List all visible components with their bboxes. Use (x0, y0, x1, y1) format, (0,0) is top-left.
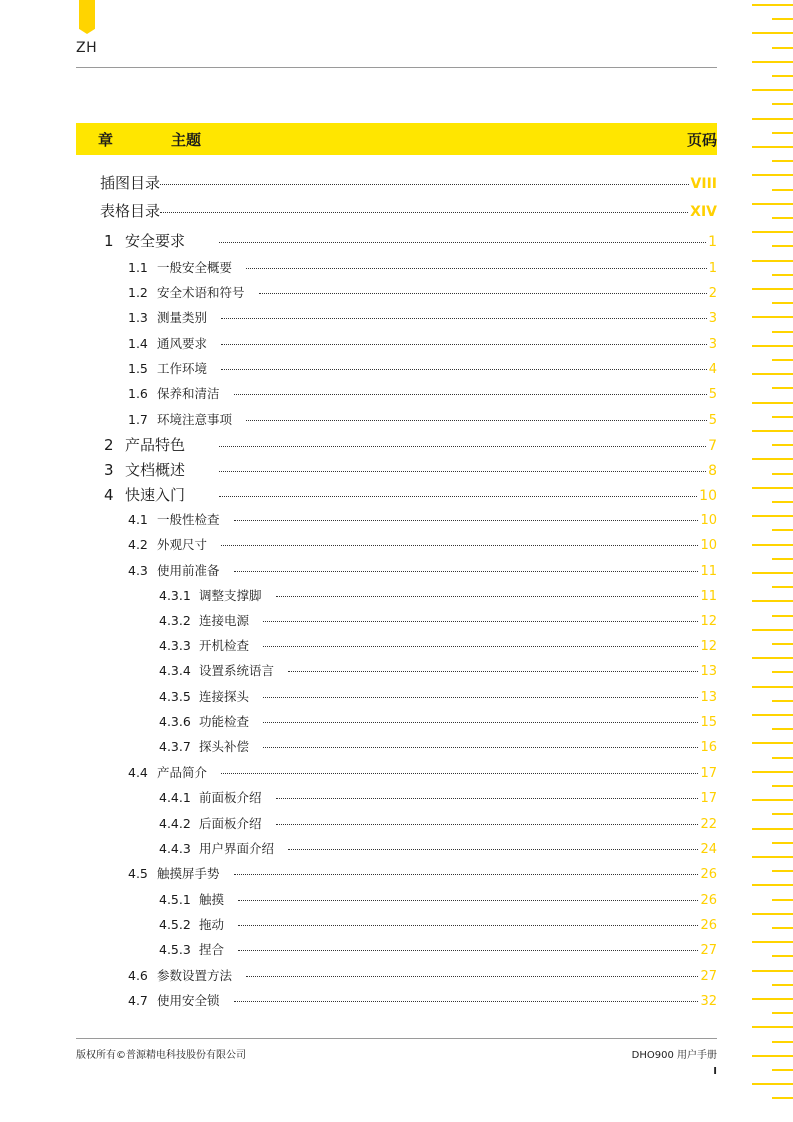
dot-leader (234, 874, 699, 875)
stripe-line (772, 615, 793, 617)
stripe-line (752, 61, 793, 63)
stripe-line (772, 387, 793, 389)
footer-divider (76, 1038, 717, 1039)
toc-header-page: 页码 (686, 131, 717, 149)
stripe-line (752, 288, 793, 290)
stripe-line (752, 600, 793, 602)
toc-entry[interactable] (128, 966, 717, 984)
toc-entry[interactable] (128, 410, 717, 428)
toc-entry[interactable] (128, 763, 717, 781)
stripe-line (752, 260, 793, 262)
stripe-line (752, 515, 793, 517)
stripe-line (772, 103, 793, 105)
toc-entry-page: 1 (708, 261, 717, 276)
toc-entry-page: 27 (700, 943, 717, 958)
toc-entry-number: 3 (104, 461, 114, 479)
toc-entry-page: 5 (708, 387, 717, 402)
stripe-line (752, 544, 793, 546)
stripe-line (752, 4, 793, 6)
toc-entry[interactable] (128, 258, 717, 276)
toc-entry-title: 触摸 (199, 892, 225, 907)
dot-leader (219, 471, 706, 472)
toc-entry-number: 4.1 (128, 512, 148, 527)
toc-entry-title: 外观尺寸 (157, 537, 208, 552)
toc-entry-page: 1 (708, 234, 717, 250)
toc-entry-number: 1.5 (128, 361, 148, 376)
toc-entry-number: 1.4 (128, 336, 148, 351)
toc-entry-number: 4.5.2 (159, 917, 191, 932)
toc-entry[interactable] (128, 308, 717, 326)
dot-leader (246, 268, 707, 269)
toc-entry[interactable] (159, 611, 717, 629)
stripe-line (772, 643, 793, 645)
stripe-line (772, 671, 793, 673)
stripe-line (772, 274, 793, 276)
toc-entry-page: 4 (708, 362, 717, 377)
toc-entry-number: 4.3.4 (159, 663, 191, 678)
toc-entry-title: 文档概述 (125, 461, 186, 479)
toc-entry-number: 1.1 (128, 260, 148, 275)
dot-leader (238, 950, 698, 951)
toc-entry[interactable] (104, 230, 717, 251)
toc-header-topic: 主题 (171, 131, 202, 149)
stripe-line (752, 742, 793, 744)
toc-entry-page: 11 (700, 589, 717, 604)
toc-entry-number: 2 (104, 436, 114, 454)
stripe-line (752, 487, 793, 489)
toc-header-chapter: 章 (98, 131, 114, 149)
toc-entry-title: 产品简介 (157, 765, 208, 780)
toc-entry[interactable] (128, 991, 717, 1009)
toc-entry-title: 设置系统语言 (199, 663, 275, 678)
stripe-line (752, 118, 793, 120)
stripe-line (752, 686, 793, 688)
toc-entry-number: 4.5.3 (159, 942, 191, 957)
dot-leader (263, 646, 698, 647)
decorative-stripes (752, 0, 793, 1122)
toc-entry-title: 安全要求 (125, 232, 186, 250)
toc-entry-number: 4.4.3 (159, 841, 191, 856)
toc-entry-page: 17 (700, 766, 717, 781)
toc-entry-page: 16 (700, 740, 717, 755)
stripe-line (752, 572, 793, 574)
toc-entry[interactable] (128, 510, 717, 528)
toc-entry[interactable] (159, 737, 717, 755)
toc-entry-number: 4.3.6 (159, 714, 191, 729)
toc-entry[interactable] (128, 384, 717, 402)
toc-entry[interactable] (104, 434, 717, 455)
stripe-line (772, 842, 793, 844)
toc-entry-title: 调整支撑脚 (199, 588, 262, 603)
stripe-line (772, 189, 793, 191)
toc-entry-title: 使用前准备 (157, 563, 220, 578)
stripe-line (772, 331, 793, 333)
dot-leader (238, 925, 698, 926)
dot-leader (219, 242, 706, 243)
stripe-line (752, 828, 793, 830)
toc-entry[interactable] (159, 661, 717, 679)
toc-entry-title: 后面板介绍 (199, 816, 262, 831)
footer-copyright: 版权所有©普源精电科技股份有限公司 (76, 1050, 246, 1061)
stripe-line (772, 529, 793, 531)
toc-entry-number: 4.4.2 (159, 816, 191, 831)
stripe-line (772, 785, 793, 787)
toc-entry[interactable] (159, 915, 717, 933)
toc-entry-page: 5 (708, 413, 717, 428)
stripe-line (752, 32, 793, 34)
toc-entry-page: 13 (700, 690, 717, 705)
toc-entry-title: 工作环境 (157, 361, 208, 376)
toc-entry-title: 连接电源 (199, 613, 250, 628)
stripe-line (772, 1041, 793, 1043)
toc-entry-page: 12 (700, 639, 717, 654)
toc-entry-page: 15 (700, 715, 717, 730)
stripe-line (772, 757, 793, 759)
language-code: ZH (76, 40, 98, 56)
toc-entry-title: 功能检查 (199, 714, 250, 729)
stripe-line (752, 373, 793, 375)
stripe-line (752, 856, 793, 858)
stripe-line (752, 174, 793, 176)
stripe-line (752, 231, 793, 233)
toc-entry-page: 26 (700, 867, 717, 882)
stripe-line (752, 799, 793, 801)
toc-entry-title: 通风要求 (157, 336, 208, 351)
toc-entry-page: 2 (708, 286, 717, 301)
toc-entry[interactable] (100, 200, 717, 221)
toc-entry[interactable] (104, 459, 717, 480)
toc-entry-number: 4.3.1 (159, 588, 191, 603)
toc-entry[interactable] (159, 712, 717, 730)
dot-leader (160, 212, 688, 213)
toc-entry-page: 12 (700, 614, 717, 629)
toc-entry-title: 插图目录 (100, 174, 161, 192)
dot-leader (221, 773, 698, 774)
toc-entry[interactable] (128, 561, 717, 579)
toc-entry-number: 1.2 (128, 285, 148, 300)
toc-entry-page: 26 (700, 893, 717, 908)
toc-entry-page: 3 (708, 337, 717, 352)
toc-entry-title: 保养和清洁 (157, 386, 220, 401)
toc-entry[interactable] (100, 172, 717, 193)
dot-leader (276, 824, 699, 825)
dot-leader (221, 318, 707, 319)
toc-entry-page: 27 (700, 969, 717, 984)
dot-leader (221, 545, 698, 546)
dot-leader (234, 1001, 699, 1002)
toc-entry-title: 表格目录 (100, 202, 161, 220)
dot-leader (219, 446, 706, 447)
stripe-line (752, 771, 793, 773)
dot-leader (276, 798, 699, 799)
stripe-line (772, 132, 793, 134)
stripe-line (772, 217, 793, 219)
toc-entry[interactable] (159, 839, 717, 857)
toc-entry-page: 3 (708, 311, 717, 326)
stripe-line (772, 984, 793, 986)
stripe-line (752, 146, 793, 148)
toc-entry[interactable] (159, 586, 717, 604)
stripe-line (752, 402, 793, 404)
dot-leader (288, 671, 698, 672)
toc-entry-title: 安全术语和符号 (157, 285, 245, 300)
stripe-line (752, 1026, 793, 1028)
toc-entry[interactable] (128, 535, 717, 553)
toc-entry-page: 26 (700, 918, 717, 933)
toc-entry-number: 4.5.1 (159, 892, 191, 907)
toc-entry-title: 用户界面介绍 (199, 841, 275, 856)
toc-entry-page: XIV (690, 204, 717, 220)
stripe-line (752, 913, 793, 915)
toc-entry[interactable] (128, 359, 717, 377)
stripe-line (772, 75, 793, 77)
toc-header-bar (76, 123, 717, 155)
toc-entry-page: 10 (700, 538, 717, 553)
dot-leader (246, 420, 707, 421)
dot-leader (259, 293, 707, 294)
toc-entry-title: 连接探头 (199, 689, 250, 704)
footer-manual-title: DHO900 用户手册 (631, 1050, 717, 1061)
toc-entry-number: 4.5 (128, 866, 148, 881)
stripe-line (772, 899, 793, 901)
toc-entry-page: 7 (708, 438, 717, 454)
toc-entry-title: 拖动 (199, 917, 225, 932)
stripe-line (772, 955, 793, 957)
toc-entry-title: 探头补偿 (199, 739, 250, 754)
stripe-line (752, 884, 793, 886)
toc-entry[interactable] (128, 283, 717, 301)
toc-entry-number: 1 (104, 232, 114, 250)
toc-entry[interactable] (128, 864, 717, 882)
toc-entry-title: 快速入门 (125, 486, 186, 504)
dot-leader (221, 369, 707, 370)
stripe-line (772, 18, 793, 20)
toc-entry-number: 4.3.2 (159, 613, 191, 628)
toc-entry-page: 24 (700, 842, 717, 857)
dot-leader (263, 722, 698, 723)
toc-entry[interactable] (159, 890, 717, 908)
toc-entry-title: 开机检查 (199, 638, 250, 653)
stripe-line (752, 629, 793, 631)
stripe-line (772, 1069, 793, 1071)
toc-entry-page: VIII (690, 176, 717, 192)
toc-entry-title: 产品特色 (125, 436, 186, 454)
toc-entry-number: 4.4 (128, 765, 148, 780)
toc-entry-page: 11 (700, 564, 717, 579)
toc-entry-number: 4.3.5 (159, 689, 191, 704)
toc-entry-page: 10 (699, 488, 717, 504)
toc-entry-number: 1.6 (128, 386, 148, 401)
toc-entry-page: 13 (700, 664, 717, 679)
toc-entry-page: 32 (700, 994, 717, 1009)
stripe-line (752, 1083, 793, 1085)
stripe-line (752, 657, 793, 659)
stripe-line (752, 345, 793, 347)
toc-entry-number: 4.7 (128, 993, 148, 1008)
toc-entry[interactable] (159, 687, 717, 705)
stripe-line (772, 473, 793, 475)
stripe-line (772, 1097, 793, 1099)
toc-entry[interactable] (159, 814, 717, 832)
stripe-line (752, 941, 793, 943)
toc-entry-number: 4.3 (128, 563, 148, 578)
stripe-line (772, 302, 793, 304)
toc-entry-number: 4 (104, 486, 114, 504)
toc-entry-title: 一般性检查 (157, 512, 220, 527)
stripe-line (772, 1012, 793, 1014)
stripe-line (752, 970, 793, 972)
stripe-line (772, 558, 793, 560)
dot-leader (276, 596, 699, 597)
stripe-line (772, 927, 793, 929)
dot-leader (234, 571, 699, 572)
toc-entry[interactable] (159, 940, 717, 958)
toc-entry-number: 4.4.1 (159, 790, 191, 805)
stripe-line (752, 203, 793, 205)
stripe-line (752, 714, 793, 716)
toc-entry-title: 前面板介绍 (199, 790, 262, 805)
dot-leader (221, 344, 707, 345)
toc-entry-page: 17 (700, 791, 717, 806)
dot-leader (263, 747, 698, 748)
stripe-line (772, 245, 793, 247)
section-tab-marker (79, 0, 95, 34)
dot-leader (238, 900, 698, 901)
toc-entry-number: 4.2 (128, 537, 148, 552)
stripe-line (772, 728, 793, 730)
toc-entry-number: 1.7 (128, 412, 148, 427)
stripe-line (772, 444, 793, 446)
toc-entry-title: 测量类别 (157, 310, 208, 325)
toc-entry-title: 参数设置方法 (157, 968, 233, 983)
dot-leader (288, 849, 698, 850)
toc-entry-page: 22 (700, 817, 717, 832)
dot-leader (234, 520, 699, 521)
toc-entry-title: 一般安全概要 (157, 260, 233, 275)
toc-entry-number: 4.3.3 (159, 638, 191, 653)
stripe-line (772, 813, 793, 815)
toc-entry-page: 8 (708, 463, 717, 479)
footer-page-number: I (713, 1066, 717, 1077)
toc-entry[interactable] (104, 484, 717, 505)
stripe-line (752, 430, 793, 432)
toc-entry[interactable] (128, 334, 717, 352)
toc-entry-title: 捏合 (199, 942, 225, 957)
toc-entry-number: 1.3 (128, 310, 148, 325)
toc-entry-title: 使用安全锁 (157, 993, 220, 1008)
stripe-line (752, 458, 793, 460)
toc-entry-title: 环境注意事项 (157, 412, 233, 427)
stripe-line (772, 700, 793, 702)
stripe-line (772, 501, 793, 503)
dot-leader (160, 184, 689, 185)
stripe-line (772, 160, 793, 162)
dot-leader (246, 976, 698, 977)
toc-entry-title: 触摸屏手势 (157, 866, 220, 881)
dot-leader (234, 394, 707, 395)
toc-entry-page: 10 (700, 513, 717, 528)
stripe-line (772, 586, 793, 588)
stripe-line (772, 870, 793, 872)
stripe-line (772, 47, 793, 49)
toc-entry[interactable] (159, 636, 717, 654)
stripe-line (752, 1055, 793, 1057)
toc-entry-number: 4.3.7 (159, 739, 191, 754)
dot-leader (263, 621, 698, 622)
stripe-line (752, 89, 793, 91)
stripe-line (752, 316, 793, 318)
dot-leader (263, 697, 698, 698)
stripe-line (772, 416, 793, 418)
dot-leader (219, 496, 697, 497)
toc-entry-number: 4.6 (128, 968, 148, 983)
stripe-line (772, 359, 793, 361)
header-divider (76, 67, 717, 68)
toc-entry[interactable] (159, 788, 717, 806)
stripe-line (752, 998, 793, 1000)
